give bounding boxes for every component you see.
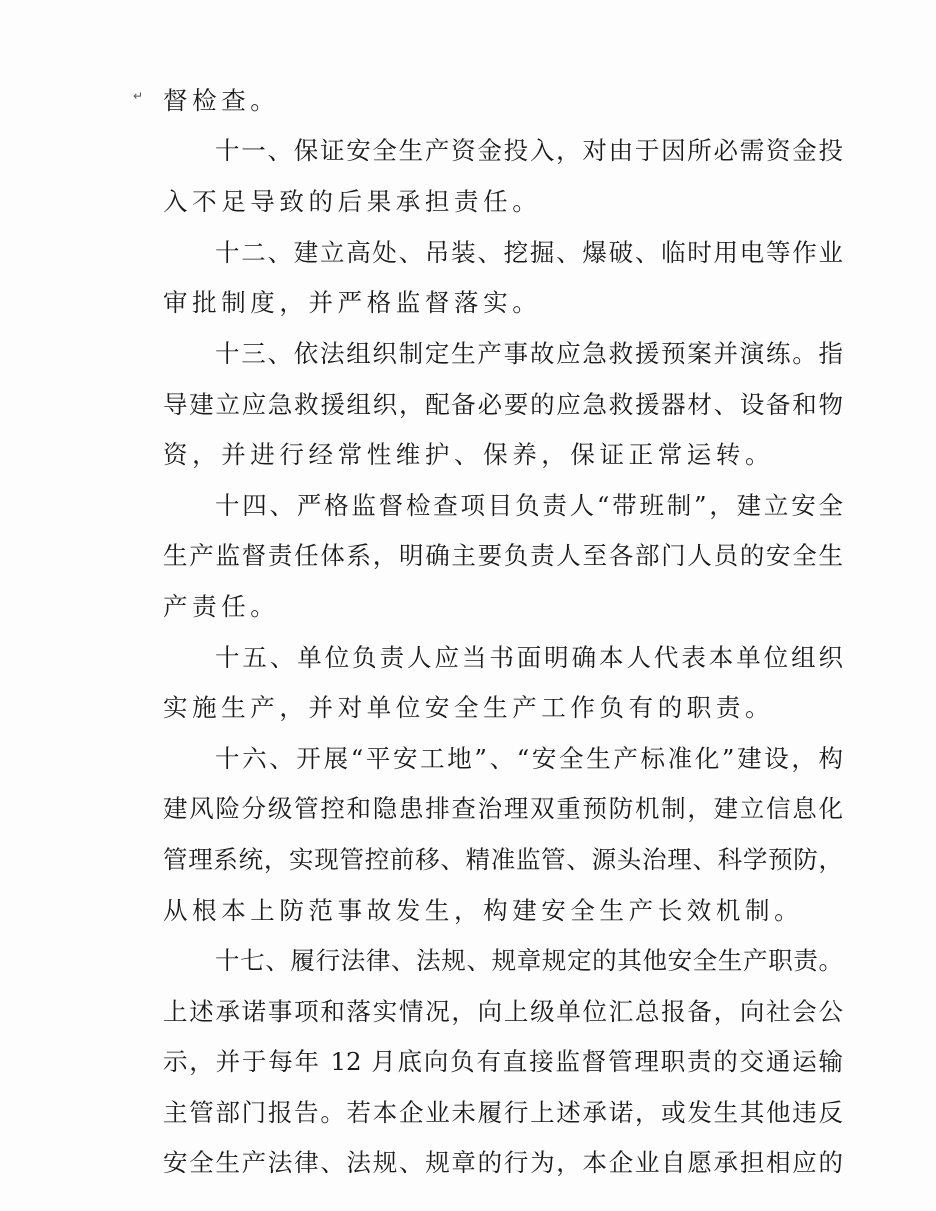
text-line: 从根本上防范事故发生，构建安全生产长效机制。 (163, 896, 804, 925)
text-line: 督检查。 (163, 86, 280, 115)
text-line: 入不足导致的后果承担责任。 (163, 187, 542, 216)
text-line: 十五、单位负责人应当书面明确本人代表本单位组织 (215, 643, 843, 672)
text-line: 管理系统，实现管控前移、精准监管、源头治理、科学预防， (163, 845, 843, 874)
text-line: 十二、建立高处、吊装、挖掘、爆破、临时用电等作业 (215, 238, 843, 267)
text-line: 安全生产法律、法规、规章的行为，本企业自愿承担相应的 (163, 1148, 843, 1177)
text-line: 导建立应急救援组织，配备必要的应急救援器材、设备和物 (163, 390, 843, 419)
text-line: 产责任。 (163, 592, 280, 621)
text-line: 十七、履行法律、法规、规章规定的其他安全生产职责。 (215, 946, 843, 975)
text-line: 实施生产，并对单位安全生产工作负有的职责。 (163, 693, 775, 722)
paragraph-mark-icon: ↵ (133, 89, 144, 103)
text-line: 十四、严格监督检查项目负责人“带班制”，建立安全 (215, 491, 843, 520)
text-line: 资，并进行经常性维护、保养，保证正常运转。 (163, 440, 775, 469)
text-line: 生产监督责任体系，明确主要负责人至各部门人员的安全生 (163, 541, 843, 570)
text-line: 主管部门报告。若本企业未履行上述承诺，或发生其他违反 (163, 1098, 843, 1127)
text-line: 十一、保证安全生产资金投入，对由于因所必需资金投 (215, 136, 843, 165)
text-line: 建风险分级管控和隐患排查治理双重预防机制，建立信息化 (163, 794, 843, 823)
text-line: 上述承诺事项和落实情况，向上级单位汇总报备，向社会公 (163, 997, 843, 1026)
text-line: 十六、开展“平安工地”、“安全生产标准化”建设，构 (215, 744, 843, 773)
text-line: 示，并于每年 12 月底向负有直接监督管理职责的交通运输 (163, 1047, 843, 1076)
text-line: 审批制度，并严格监督落实。 (163, 288, 542, 317)
text-line: 十三、依法组织制定生产事故应急救援预案并演练。指 (215, 339, 843, 368)
